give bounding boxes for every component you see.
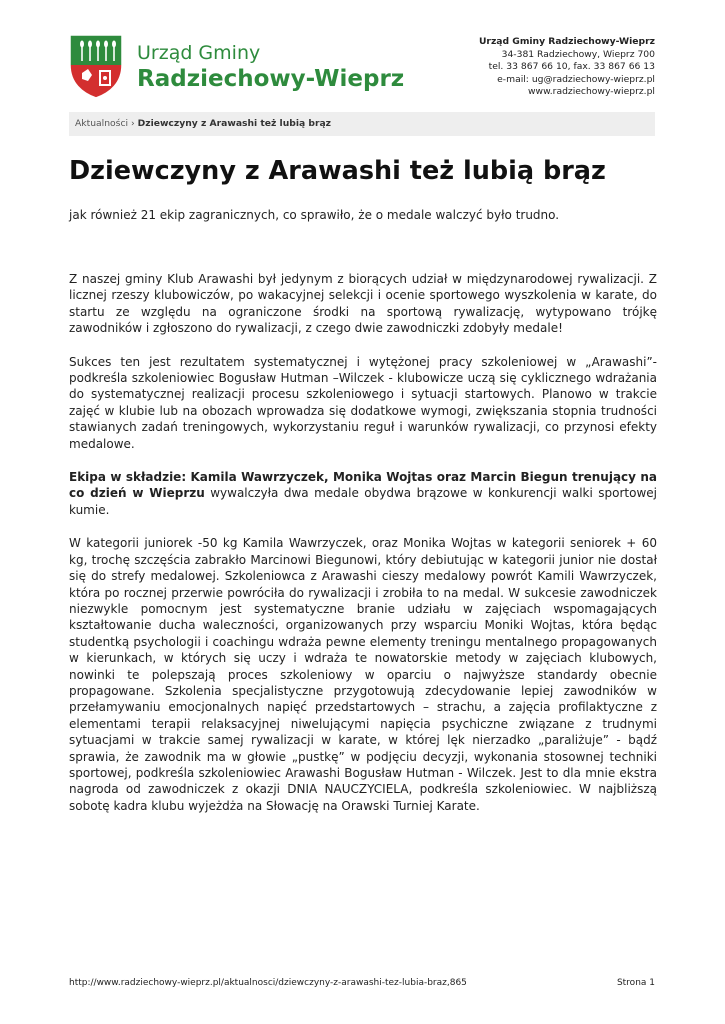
article-paragraph-1: Z naszej gminy Klub Arawashi był jedynym z biorących udział w międzynarodowej rywalizacji. Z licznej rzeszy klubowiczów, po wakacyjnej selekcji i ocenie sportowego wyszkolenia w karate, do startu ze względu na ograniczone środki na sportową rywalizację, wytypowano trójkę zawodników i zgłoszono do rywalizacji, z czego dwie zawodniczki zdobyły medale! — [69, 272, 657, 336]
contact-email[interactable]: e-mail: ug@radziechowy-wieprz.pl — [497, 73, 655, 85]
article-title: Dziewczyny z Arawashi też lubią brąz — [69, 156, 606, 186]
logo-title-line2: Radziechowy-Wieprz — [137, 66, 405, 92]
breadcrumb-parent-link[interactable]: Aktualności — [75, 118, 129, 129]
site-logo[interactable] — [68, 33, 405, 99]
footer-url: http://www.radziechowy-wieprz.pl/aktualnosci/dziewczyny-z-arawashi-tez-lubia-braz,865 — [69, 978, 467, 988]
contact-website[interactable]: www.radziechowy-wieprz.pl — [528, 86, 655, 98]
breadcrumb — [69, 112, 655, 136]
contact-phone: tel. 33 867 66 10, fax. 33 867 66 13 — [488, 61, 655, 73]
article-lead: jak również 21 ekip zagranicznych, co sprawiło, że o medale walczyć było trudno. — [69, 208, 560, 222]
article-paragraph-2: Sukces ten jest rezultatem systematycznej i wytężonej pracy szkoleniowej w „Arawashi”- podkreśla szkoleniowiec Bogusław Hutman –Wilczek - klubowicze uczą się cyklicznego wdrażania do systematycznej realizacji procesu szkoleniowego i sytuacji startowych. Planowo w trakcie zajęć w klubie lub na obozach wprowadza się dodatkowe wymogi, zwiększania stopnia trudności stawianych zadań treningowych, wykorzystaniu reguł i warunków rywalizacji, co przynosi efekty medalowe. — [69, 354, 657, 451]
contact-org-name: Urząd Gminy Radziechowy-Wieprz — [478, 36, 655, 47]
breadcrumb-separator: › — [130, 118, 135, 129]
article-body — [69, 271, 657, 831]
footer-page-number: Strona 1 — [616, 978, 655, 988]
article-paragraph-4: W kategorii juniorek -50 kg Kamila Wawrzyczek, oraz Monika Wojtas w kategorii seniorek + 60 kg, trochę szczęścia zabrakło Marcinowi Biegunowi, który debiutując w kategorii junior nie dostał się do strefy medalowej. Szkoleniowca z Arawashi cieszy medalowy powrót Kamili Wawrzyczek, która po rocznej przerwie powróciła do rywalizacji i zrobiła to na medal. W sukcesie zawodniczek niezwykle pomocnym jest systematyczne branie udziału w zajęciach wspomagających kształtowanie ducha waleczności, organizowanych przy wsparciu Moniki Wojtas, która będąc studentką psychologii i coachingu wdraża pewne elementy treningu mentalnego propagowanych w kierunkach, w których się uczy i wdraża te nowatorskie metody w zajęciach klubowych, nowinki te polepszają proces szkoleniowy w oparciu o najwyższe standardy obecnie propagowane. Szkolenia specjalistyczne przygotowują zdecydowanie lepiej zawodników w przełamywaniu emocjonalnych napięć przedstartowych – strachu, a zajęcia profilaktyczne z elementami terapii relaksacyjnej niwelującymi napięcia psychiczne związane z trudnymi sytuacjami w trakcie samej rywalizacji w karate, w której lęk nierzadko „paraliżuje” - bądź sprawia, że zawodnik ma w głowie „pustkę” w podjęciu decyzji, wykonania stosownej techniki sportowej, podkreśla szkoleniowiec Arawashi Bogusław Hutman - Wilczek. Jest to dla mnie ekstra nagroda od zawodniczek z okazji DNIA NAUCZYCIELA, podkreśla szkoleniowiec. W najbliższą sobotę kadra klubu wyjeżdża na Słowację na Orawski Turniej Karate. — [69, 536, 657, 813]
contact-address: 34-381 Radziechowy, Wieprz 700 — [501, 48, 655, 60]
article-paragraph-3 — [69, 469, 657, 518]
article-paragraph-3-rest: wywalczyła dwa medale obydwa brązowe w konkurencji walki sportowej kumie. — [69, 486, 657, 517]
article-paragraph-3-bold: Ekipa w składzie: Kamila Wawrzyczek, Monika Wojtas oraz Marcin Biegun trenujący na co dzień w Wieprzu — [69, 470, 657, 501]
logo-title-line1: Urząd Gminy — [137, 42, 261, 64]
breadcrumb-current: Dziewczyny z Arawashi też lubią brąz — [137, 118, 332, 129]
coat-of-arms-icon — [68, 33, 124, 99]
contact-info — [479, 36, 655, 99]
